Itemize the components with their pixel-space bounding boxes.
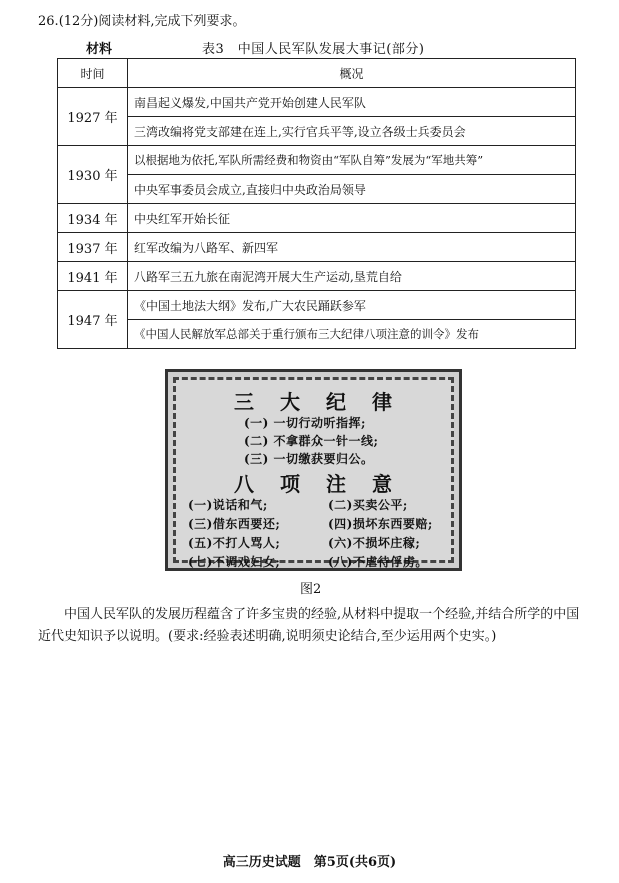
header-overview: 概况 — [128, 59, 576, 88]
discipline-poster-figure — [165, 369, 462, 571]
year-cell: 1937 年 — [58, 233, 128, 262]
event-cell: 中央军事委员会成立,直接归中央政治局领导 — [128, 175, 576, 204]
poster-point: (七)不调戏妇女; — [188, 555, 281, 569]
poster-title-three-rules: 三大纪律 — [234, 390, 418, 414]
table-row — [58, 233, 576, 262]
table-row — [58, 88, 576, 117]
event-cell: 红军改编为八路军、新四军 — [128, 233, 576, 262]
question-header — [38, 10, 246, 29]
poster-rule: (二) 不拿群众一针一线; — [244, 434, 379, 448]
year-cell: 1941 年 — [58, 262, 128, 291]
poster-border — [173, 377, 454, 569]
poster-point: (五)不打人骂人; — [188, 536, 281, 550]
question-text: 中国人民军队的发展历程蕴含了许多宝贵的经验,从材料中提取一个经验,并结合所学的中国近代史知识予以说明。(要求:经验表述明确,说明须史论结合,至少运用两个史实。) — [38, 607, 580, 644]
material-label: 材料 — [86, 42, 113, 57]
poster-rule: (一) 一切行动听指挥; — [244, 416, 366, 430]
poster-point: (四)损坏东西要赔; — [328, 517, 433, 531]
event-cell: 南昌起义爆发,中国共产党开始创建人民军队 — [128, 88, 576, 117]
table-row — [58, 320, 576, 349]
page-footer: 高三历史试题 第5页(共6页) — [222, 855, 397, 870]
event-cell: 八路军三五九旅在南泥湾开展大生产运动,垦荒自给 — [128, 262, 576, 291]
poster-point: (一)说话和气; — [188, 498, 268, 512]
events-table — [57, 58, 576, 349]
table-row — [58, 146, 576, 175]
year-cell: 1947 年 — [58, 291, 128, 349]
year-cell: 1934 年 — [58, 204, 128, 233]
table-row — [58, 204, 576, 233]
table-caption: 表3 中国人民军队发展大事记(部分) — [202, 42, 425, 57]
table-row — [58, 175, 576, 204]
event-cell: 《中国土地法大纲》发布,广大农民踊跃参军 — [128, 291, 576, 320]
poster-title-eight-points: 八项注意 — [234, 472, 418, 496]
event-cell: 中央红军开始长征 — [128, 204, 576, 233]
poster-point: (二)买卖公平; — [328, 498, 408, 512]
table-row — [58, 291, 576, 320]
figure-caption: 图2 — [300, 582, 322, 597]
poster-point: (六)不损坏庄稼; — [328, 536, 421, 550]
event-cell: 《中国人民解放军总部关于重行颁布三大纪律八项注意的训令》发布 — [128, 320, 576, 349]
header-time: 时间 — [58, 59, 128, 88]
table-header-row — [58, 59, 576, 88]
table-row — [58, 262, 576, 291]
event-cell: 以根据地为依托,军队所需经费和物资由“军队自筹”发展为“军地共筹” — [128, 146, 576, 175]
year-cell: 1927 年 — [58, 88, 128, 146]
poster-point: (三)借东西要还; — [188, 517, 281, 531]
question-score: (12分) — [58, 14, 99, 29]
table-row — [58, 117, 576, 146]
poster-point: (八)不虐待俘虏。 — [328, 555, 428, 569]
poster-rule: (三) 一切缴获要归公。 — [244, 452, 374, 466]
year-cell: 1930 年 — [58, 146, 128, 204]
question-instruction: 阅读材料,完成下列要求。 — [98, 14, 246, 29]
question-number: 26. — [38, 14, 59, 29]
event-cell: 三湾改编将党支部建在连上,实行官兵平等,设立各级士兵委员会 — [128, 117, 576, 146]
